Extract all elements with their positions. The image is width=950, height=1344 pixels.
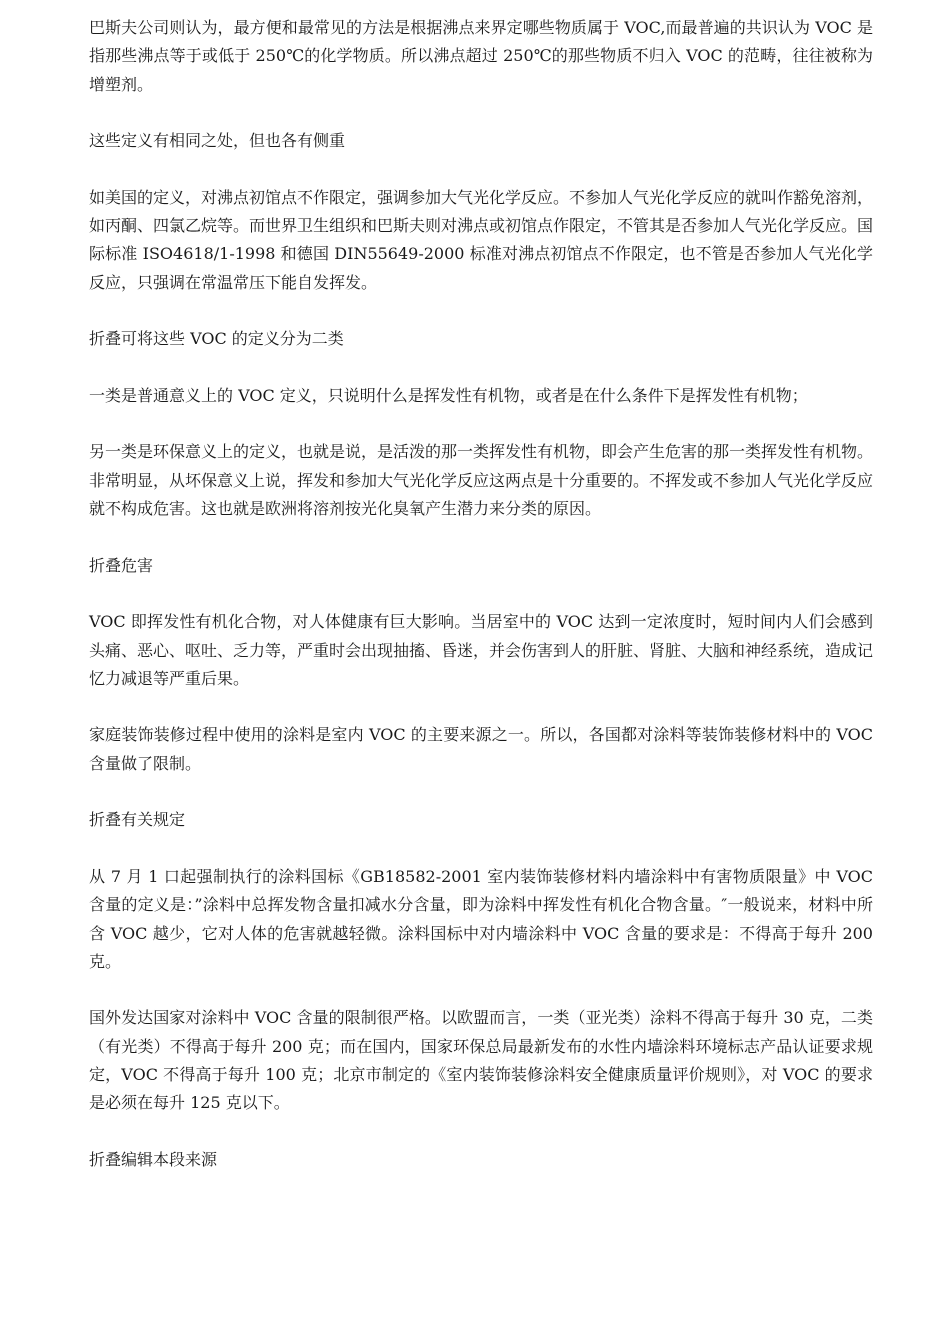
paragraph-definitions-compare: 这些定义有相同之处，但也各有侧重 bbox=[89, 131, 346, 151]
paragraph-hazards: VOC 即挥发性有机化合物，对人体健康有巨大影响。当居室中的 VOC 达到一定浓度时，短时间内人们会感到头痛、恶心、呕吐、乏力等，严重时会出现抽搐、昏迷，并会伤害到人的肝脏、肾脏、大脑和神经系统，造成记忆力减退等严重后果。 bbox=[89, 612, 874, 688]
paragraph-foreign-limits: 国外发达国家对涂料中 VOC 含量的限制很严格。以欧盟而言，一类（亚光类）涂料不得高于每升 30 克，二类（有光类）不得高于每升 200 克；而在国内，国家环保总局最新发布的水性内墙涂料环境标志产品认证要求规定，VOC 不得高于每升 100 克；北京市制定的《室内装饰装修涂料安全健康质量评价规则》，对 VOC 的要求是必须在每升 125 克以下。 bbox=[89, 1008, 873, 1113]
paragraph-type-one: 一类是普通意义上的 VOC 定义，只说明什么是挥发性有机物，或者是在什么条件下是挥发性有机物； bbox=[89, 385, 808, 405]
section-heading-two-types: 折叠可将这些 VOC 的定义分为二类 bbox=[89, 329, 344, 349]
paragraph-basf-definition: 巴斯夫公司则认为，最方便和最常见的方法是根据沸点来界定哪些物质属于 VOC,而最普遍的共识认为 VOC 是指那些沸点等于或低于 250℃的化学物质。所以沸点超过 250℃的那些物质不归入 VOC 的范畴，往往被称为增塑剂。 bbox=[89, 18, 873, 94]
section-heading-hazards: 折叠危害 bbox=[89, 555, 154, 575]
paragraph-us-definition: 如美国的定义，对沸点初馆点不作限定，强调参加大气光化学反应。不参加人气光化学反应的就叫作豁免溶剂，如丙酮、四氯乙烷等。而世界卫生组织和巴斯夫则对沸点或初馆点作限定，不管其是否参加人气光化学反应。国际标准 ISO4618/1-1998 和德国 DIN55649-2000 标准对沸点初馆点不作限定，也不管是否参加人气光化学反应，只强调在常温常压下能自发挥发。 bbox=[89, 187, 874, 292]
paragraph-coating-source: 家庭装饰装修过程中使用的涂料是室内 VOC 的主要来源之一。所以，各国都对涂料等装饰装修材料中的 VOC 含量做了限制。 bbox=[89, 725, 873, 773]
section-heading-regulations: 折叠有关规定 bbox=[89, 810, 186, 830]
paragraph-type-two: 另一类是环保意义上的定义，也就是说，是活泼的那一类挥发性有机物，即会产生危害的那一类挥发性有机物。非常明显，从坏保意义上说，挥发和参加大气光化学反应这两点是十分重要的。不挥发或不参加人气光化学反应就不构成危害。这也就是欧洲将溶剂按光化臭氧产生潜力来分类的原因。 bbox=[89, 442, 874, 519]
section-heading-sources: 折叠编辑本段来源 bbox=[89, 1149, 218, 1169]
paragraph-national-standard: 从 7 月 1 口起强制执行的涂料国标《GB18582-2001 室内装饰装修材料内墙涂料中有害物质限量》中 VOC 含量的定义是：”涂料中总挥发物含量扣减水分含量，即为涂料中挥发性有机化合物含量。″一般说来，材料中所含 VOC 越少，它对人体的危害就越轻微。涂料国标中对内墙涂料中 VOC 含量的要求是：不得高于每升 200 克。 bbox=[89, 866, 873, 971]
document-page bbox=[89, 14, 873, 1202]
